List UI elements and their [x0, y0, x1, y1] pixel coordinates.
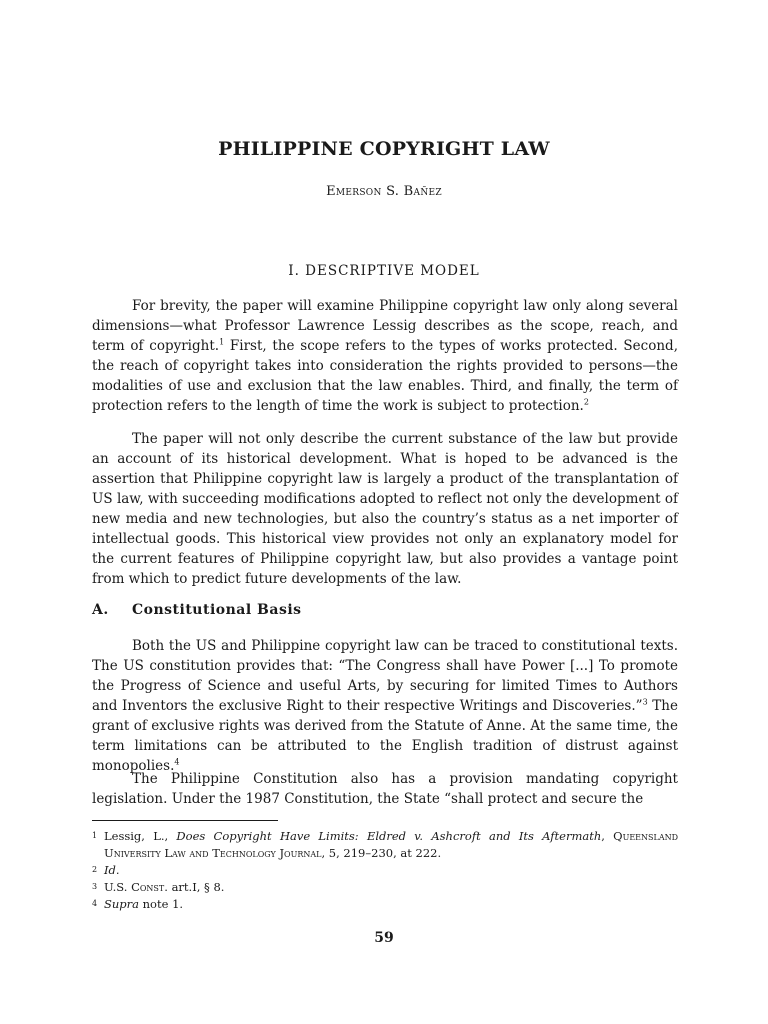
paper-title: PHILIPPINE COPYRIGHT LAW: [218, 138, 550, 160]
paragraph-3: [92, 636, 678, 776]
footnote-italic-text: Id.: [104, 863, 120, 877]
footnote-3: [92, 879, 678, 896]
footnote-2: [92, 862, 678, 879]
footnote-text: , 5, 219–230, at 222.: [321, 846, 442, 860]
paragraph-2-text: The paper will not only describe the current substance of the law but provide an account of its historical development. What is hoped to be advanced is the assertion that Philippine copyright law is largely a product of the transplantation of US law, with succeeding modifications adopted to reflect not only the development of new media and new technologies, but also the country’s status as a net importer of intellectual goods. This historical view provides not only an explanatory model for the current features of Philippine copyright law, but also provides a vantage point from which to predict future developments of the law.: [92, 431, 678, 587]
subsection-heading: [92, 602, 302, 618]
paragraph-1-text-b: First, the scope refers to the types of works protected. Second, the reach of copyright takes into consideration the rights provided to persons—the modalities of use and exclusion that the law enables. Third, and finally, the term of protection refers to the length of time the work is subject to protection.: [92, 338, 678, 414]
page-number: 59: [374, 930, 394, 946]
footnote-italic-text: Supra: [104, 897, 139, 911]
paragraph-3-text-b: The grant of exclusive rights was derived from the Statute of Anne. At the same time, the term limitations can be attributed to the English tradition of distrust against monopolies.: [92, 698, 678, 774]
author-name: Emerson S. Bañez: [326, 184, 442, 199]
footnote-italic-title: Does Copyright Have Limits: Eldred v. Ashcroft and Its Aftermath: [176, 829, 602, 843]
footnote-divider: [92, 820, 278, 821]
footnote-number: 4: [92, 899, 98, 908]
footnote-text: Lessig, L.,: [104, 829, 177, 843]
footnote-number: 2: [92, 865, 98, 874]
footnote-ref-1[interactable]: 1: [219, 337, 225, 347]
subsection-letter: A.: [92, 602, 109, 618]
section-heading: I. DESCRIPTIVE MODEL: [288, 263, 480, 279]
footnotes: [92, 828, 678, 913]
paragraph-2: [92, 429, 678, 589]
paragraph-1-text-a: For brevity, the paper will examine Philippine copyright law only along several dimensions—what Professor Lawrence Lessig describes as the scope, reach, and term of copyright.: [92, 298, 678, 354]
footnote-ref-2[interactable]: 2: [583, 397, 589, 407]
footnote-number: 3: [92, 882, 98, 891]
footnote-text: . art.I, § 8.: [164, 880, 225, 894]
footnote-ref-3[interactable]: 3: [642, 697, 648, 707]
footnote-smallcaps: Const: [131, 880, 165, 894]
footnote-4: [92, 896, 678, 913]
footnote-1: [92, 828, 678, 862]
footnote-number: 1: [92, 831, 98, 840]
subsection-title: Constitutional Basis: [132, 602, 302, 618]
footnote-text: ,: [601, 829, 614, 843]
footnote-text: U.S.: [104, 880, 132, 894]
footnote-journal: Queensland University Law and Technology Journal: [104, 829, 679, 860]
footnote-ref-4[interactable]: 4: [174, 757, 180, 767]
paragraph-4: [92, 769, 678, 809]
footnote-text: note 1.: [139, 897, 184, 911]
paragraph-1: [92, 296, 678, 416]
paragraph-3-text-a: Both the US and Philippine copyright law can be traced to constitutional texts. The US constitution provides that: “The Congress shall have Power [...] To promote the Progress of Science and useful Arts, by securing for limited Times to Authors and Inventors the exclusive Right to their respective Writings and Discoveries.”: [92, 638, 678, 714]
paragraph-4-text: The Philippine Constitution also has a provision mandating copyright legislation. Under the 1987 Constitution, the State “shall protect and secure the: [92, 771, 678, 807]
